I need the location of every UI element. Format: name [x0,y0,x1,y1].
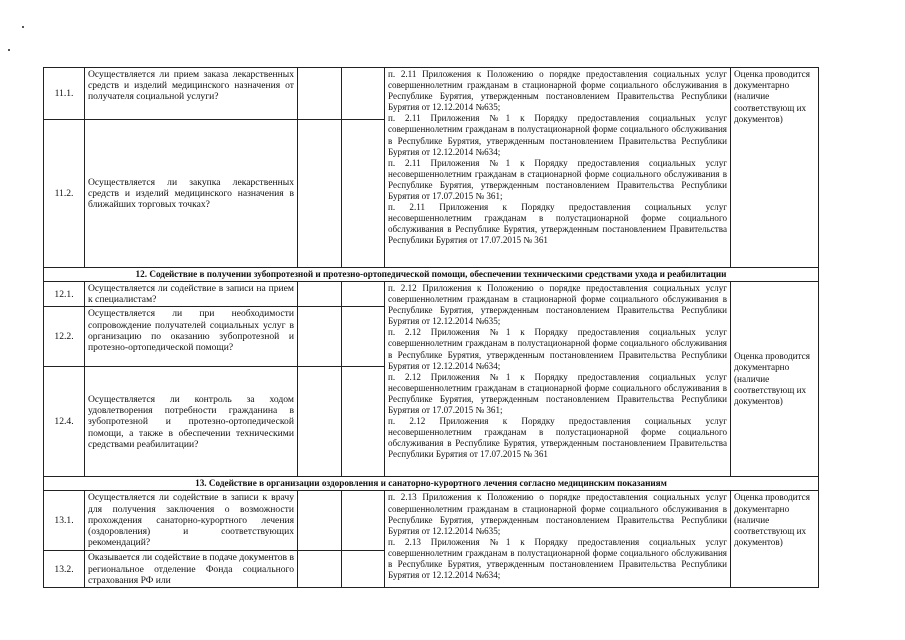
legal-reference: п. 2.11 Приложения №1 к Порядку предоставления социальных услуг совершеннолетним гражданам в полустационарной форме социального обслуживания в Республике Бурятия, утвержденным постановлением Правительства Республики Бурятия от 12.12.2014 №634; [388,113,727,157]
section-heading: 12. Содействие в получении зубопротезной и протезно-ортопедической помощи, обеспечении техническими средствами ухода и реабилитации [44,268,819,282]
empty-cell [342,307,385,367]
legal-reference: п. 2.13 Приложения №1 к Порядку предоставления социальных услуг совершеннолетним гражданам в полустационарной форме социального обслуживания в Республике Бурятия, утвержденным постановлением Правительства Республики Бурятия от 12.12.2014 №634; [388,536,727,581]
row-number: 11.1. [44,68,85,120]
empty-cell [342,68,385,120]
legal-reference-cell [385,68,731,268]
table-row [44,68,819,120]
empty-cell [298,491,342,551]
table-row [44,491,819,551]
section-heading: 13. Содействие в организации оздоровления и санаторно-курортного лечения согласно медицинским показаниям [44,477,819,491]
evaluation-table [43,67,819,588]
scan-speck [22,26,24,28]
row-number: 13.2. [44,551,85,588]
legal-reference: п. 2.11 Приложения к Порядку предоставления социальных услуг несовершеннолетним гражданам в полустационарной форме социального обслуживания в Республике Бурятия, утвержденным постановлением Правительства Республики Бурятия от 17.07.2015 № 361 [388,202,727,246]
section-header-row [44,477,819,491]
legal-reference: п. 2.11 Приложения к Положению о порядке предоставления социальных услуг совершеннолетним гражданам в стационарной форме социального обслуживания в Республике Бурятия, утвержденным постановлением Правительства Республики Бурятия от 12.12.2014 №635; [388,69,727,113]
criterion-question: Осуществляется ли содействие в записи на прием к специалистам? [85,282,298,307]
criterion-question: Осуществляется ли прием заказа лекарственных средств и изделий медицинского назначения от получателя социальной услуги? [85,68,298,120]
legal-reference: п. 2.12 Приложения к Положению о порядке предоставления социальных услуг совершеннолетним гражданам в стационарной форме социального обслуживания в Республике Бурятия, утвержденным постановлением Правительства Республики Бурятия от 12.12.2014 №635; [388,283,727,327]
empty-cell [298,282,342,307]
empty-cell [298,68,342,120]
row-number: 13.1. [44,491,85,551]
evaluation-note: Оценка проводится документарно (наличие соответствующ их документов) [731,282,819,477]
empty-cell [298,367,342,477]
row-number: 12.4. [44,367,85,477]
legal-reference: п. 2.11 Приложения №1 к Порядку предоставления социальных услуг несовершеннолетним гражданам в стационарной форме социального обслуживания в Республике Бурятия, утвержденным постановлением Правительства Республики Бурятия от 17.07.2015 № 361; [388,157,727,202]
empty-cell [342,367,385,477]
evaluation-note: Оценка проводится документарно (наличие соответствующ их документов) [731,68,819,268]
legal-reference: п. 2.12 Приложения №1 к Порядку предоставления социальных услуг совершеннолетним гражданам в полустационарной форме социального обслуживания в Республике Бурятия, утвержденным постановлением Правительства Республики Бурятия от 12.12.2014 №634; [388,327,727,371]
scan-speck [8,49,10,51]
criterion-question: Осуществляется ли контроль за ходом удовлетворения потребности гражданина в зубопротезной и протезно-ортопедической помощи, а также в обеспечении техническими средствами реабилитации? [85,367,298,477]
row-number: 12.2. [44,307,85,367]
empty-cell [298,120,342,268]
legal-reference: п. 2.12 Приложения к Порядку предоставления социальных услуг несовершеннолетним гражданам в полустационарной форме социального обслуживания в Республике Бурятия, утвержденным постановлением Правительства Республики Бурятия от 17.07.2015 № 361 [388,416,727,460]
empty-cell [298,307,342,367]
legal-reference-cell [385,491,731,588]
empty-cell [342,491,385,551]
criterion-question: Осуществляется ли содействие в записи к врачу для получения заключения о возможности прохождения санаторно-курортного лечения (оздоровления) и соответствующих рекомендаций? [85,491,298,551]
empty-cell [342,551,385,588]
empty-cell [342,282,385,307]
legal-reference: п. 2.12 Приложения №1 к Порядку предоставления социальных услуг несовершеннолетним гражданам в стационарной форме социального обслуживания в Республике Бурятия, утвержденным постановлением Правительства Республики Бурятия от 17.07.2015 № 361; [388,371,727,416]
criterion-question: Оказывается ли содействие в подаче документов в региональное отделение Фонда социального страхования РФ или [85,551,298,588]
legal-reference-cell [385,282,731,477]
section-header-row [44,268,819,282]
empty-cell [298,551,342,588]
table-row [44,282,819,307]
empty-cell [342,120,385,268]
row-number: 11.2. [44,120,85,268]
row-number: 12.1. [44,282,85,307]
legal-reference: п. 2.13 Приложения к Положению о порядке предоставления социальных услуг совершеннолетним гражданам в стационарной форме социального обслуживания в Республике Бурятия, утвержденным постановлением Правительства Республики Бурятия от 12.12.2014 №635; [388,492,727,536]
evaluation-note: Оценка проводится документарно (наличие соответствующ их документов) [731,491,819,588]
criterion-question: Осуществляется ли при необходимости сопровождение получателей социальных услуг в организацию по оказанию зубопротезной и протезно-ортопедической помощи? [85,307,298,367]
criterion-question: Осуществляется ли закупка лекарственных средств и изделий медицинского назначения в ближайших торговых точках? [85,120,298,268]
